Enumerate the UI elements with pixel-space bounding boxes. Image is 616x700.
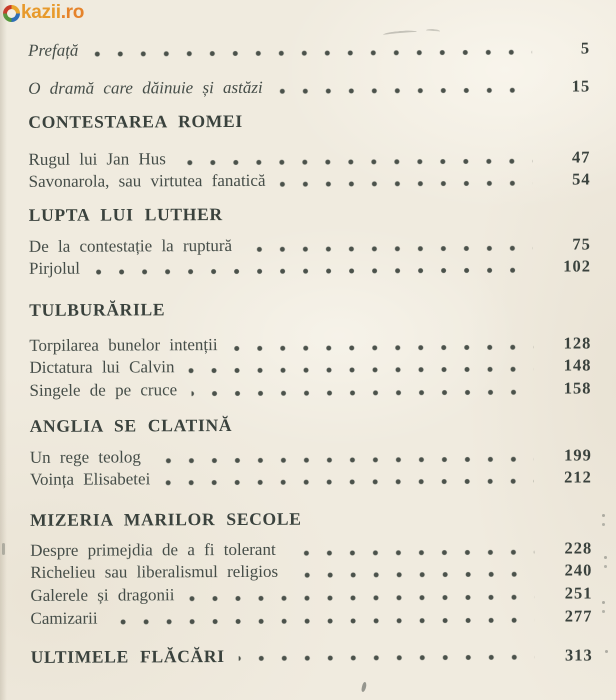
toc-entry	[29, 233, 591, 257]
toc-entry	[30, 582, 592, 606]
toc-entry-page: 158	[563, 378, 592, 398]
toc-entry-title: Camizarii	[30, 608, 98, 628]
toc-entry-page: 15	[571, 76, 591, 96]
toc-heading-text: ANGLIA SE CLATINĂ	[29, 414, 233, 436]
toc-entry	[30, 605, 592, 629]
toc-heading-text: LUPTA LUI LUTHER	[28, 204, 223, 225]
toc-closing-entry	[31, 645, 593, 666]
dot-leader	[92, 49, 532, 58]
toc-section-heading	[28, 110, 590, 131]
toc-entry-page: 240	[564, 560, 593, 580]
toc-entry-page: 102	[563, 256, 592, 276]
toc-entry-page: 128	[563, 333, 592, 353]
dot-leader	[277, 87, 533, 95]
toc-entry	[29, 255, 591, 279]
scan-artifact-scratch	[426, 29, 440, 34]
okazii-brand-text: kazii	[21, 2, 61, 23]
toc-entry-page: 228	[564, 538, 593, 558]
toc-entry-title: Prefață	[28, 40, 79, 60]
dot-leader	[155, 456, 534, 465]
toc-entry	[30, 466, 592, 490]
toc-entry	[29, 168, 591, 192]
toc-entry-title: Savonarola, sau virtutea fanatică	[28, 170, 266, 191]
toc-section-heading	[29, 298, 591, 319]
toc-heading-text: CONTESTAREA ROMEI	[28, 110, 243, 132]
toc-entry-page: 5	[580, 38, 591, 58]
toc-entry-title: Un rege teolog	[29, 447, 141, 467]
toc-section-heading	[30, 508, 592, 529]
toc-entry-title: Richelieu sau liberalismul religios	[30, 561, 279, 582]
toc-entry-page: 148	[563, 355, 592, 375]
toc-entry-page: 47	[571, 147, 591, 167]
toc-entry-title: Despre primejdia de a fi tolerant	[30, 539, 276, 560]
toc-entry-title: De la contestație la ruptură	[28, 235, 233, 256]
toc-entry	[30, 444, 592, 468]
toc-entry-page: 75	[572, 234, 591, 254]
toc-entry	[30, 537, 592, 561]
toc-section-heading	[30, 414, 592, 435]
table-of-contents	[0, 37, 616, 667]
dot-leader	[188, 594, 534, 603]
dot-leader	[290, 549, 535, 557]
toc-heading-text: TULBURĂRILE	[29, 299, 166, 320]
dot-leader	[94, 267, 533, 276]
dot-leader	[180, 158, 533, 167]
scan-artifact-scratch	[383, 30, 417, 38]
dot-leader	[232, 344, 534, 352]
dot-leader	[112, 617, 535, 626]
toc-heading-text: MIZERIA MARILOR SECOLE	[30, 508, 302, 530]
toc-entry	[29, 332, 591, 356]
dot-leader	[239, 654, 535, 662]
toc-entry	[28, 75, 590, 99]
toc-entry	[30, 559, 592, 583]
toc-entry-title: Voința Elisabetei	[29, 469, 151, 489]
okazii-ring-icon	[3, 5, 20, 22]
toc-entry-title: ULTIMELE FLĂCĂRI	[30, 646, 225, 667]
dot-leader	[188, 366, 533, 375]
toc-entry-title: Galerele și dragonii	[30, 585, 175, 605]
toc-entry-title: Singele de pe cruce	[29, 380, 178, 400]
toc-entry-title: Pirjolul	[28, 258, 81, 278]
dot-leader	[191, 389, 533, 397]
toc-entry-page: 313	[564, 645, 593, 665]
toc-entry	[29, 377, 591, 401]
toc-entry-page: 277	[564, 606, 593, 626]
toc-entry	[29, 354, 591, 378]
dot-leader	[246, 245, 533, 253]
dot-leader	[292, 571, 534, 579]
okazii-watermark-logo	[3, 3, 84, 23]
toc-entry-page: 199	[564, 445, 592, 465]
toc-entry-page: 251	[564, 583, 593, 603]
toc-entry	[28, 37, 590, 61]
toc-entry-title: O dramă care dăinuie și astăzi	[28, 77, 263, 98]
scan-artifact-mark	[361, 682, 367, 693]
toc-entry	[28, 146, 590, 170]
dot-leader	[164, 478, 534, 487]
toc-entry-page: 54	[572, 169, 591, 189]
toc-entry-title: Dictatura lui Calvin	[29, 357, 175, 377]
toc-entry-title: Rugul lui Jan Hus	[28, 149, 166, 169]
dot-leader	[279, 180, 532, 188]
toc-section-heading	[29, 203, 591, 224]
okazii-tld-text: .ro	[60, 2, 85, 23]
toc-entry-title: Torpilarea bunelor intenții	[29, 335, 218, 355]
toc-entry-page: 212	[564, 467, 592, 487]
